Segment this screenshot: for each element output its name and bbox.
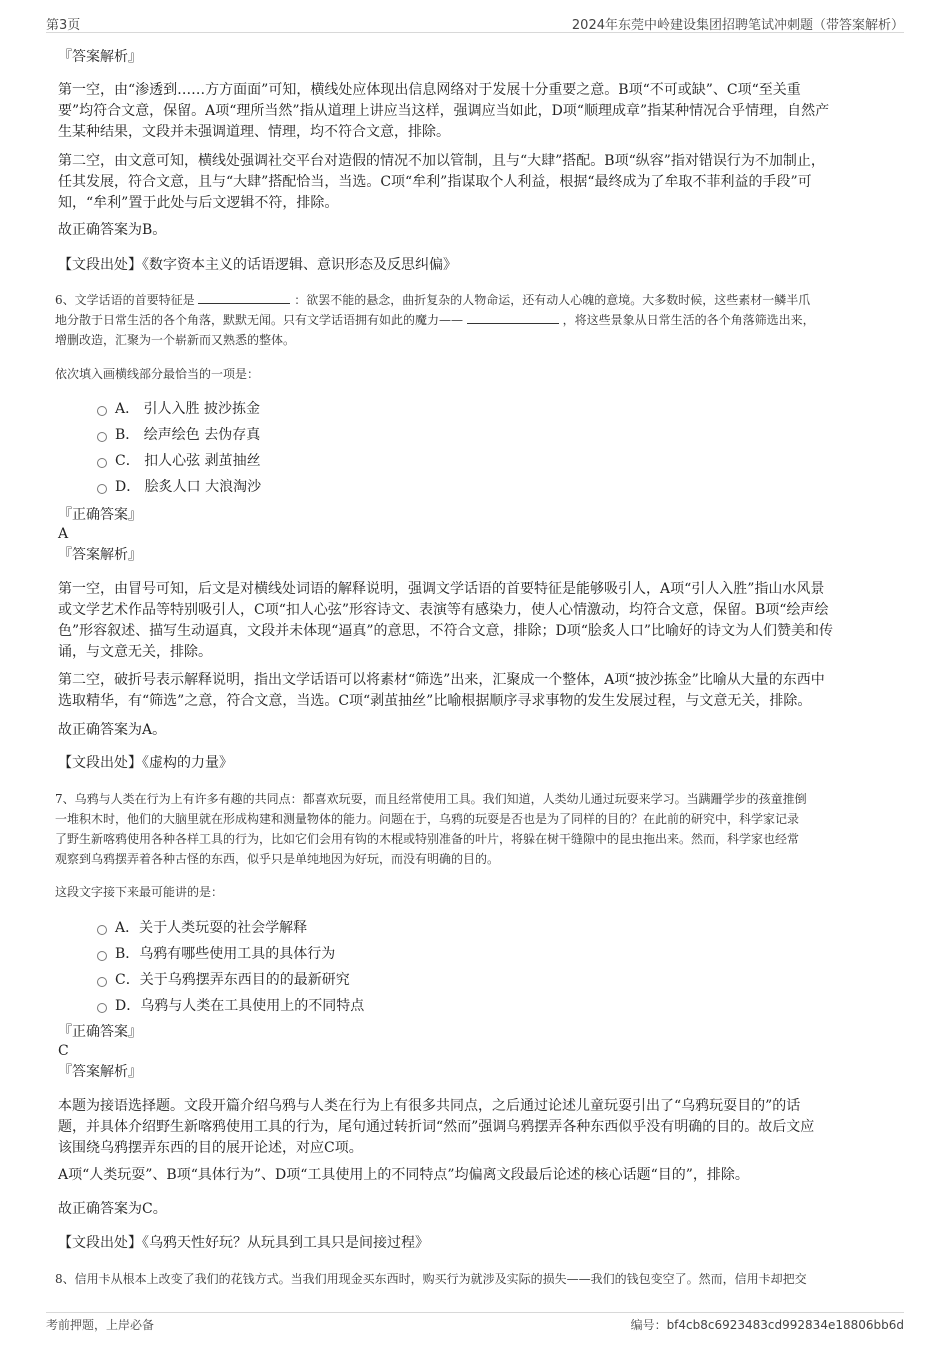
radio-icon[interactable] bbox=[97, 484, 107, 494]
q6-option-d-label: D． 脍炙人口 大浪淘沙 bbox=[115, 479, 262, 495]
q6-analysis-p2-line2: 选取精华，有“筛选”之意，符合文意，当选。C项“剥茧抽丝”比喻根据顺序寻求事物的发生发展过程，与文意无关，排除。 bbox=[58, 693, 812, 709]
page-header bbox=[46, 10, 904, 33]
q5-analysis-label: 『答案解析』 bbox=[58, 49, 142, 65]
q5-source: 【文段出处】《数字资本主义的话语逻辑、意识形态及反思纠偏》 bbox=[58, 257, 457, 273]
q6-option-a[interactable] bbox=[97, 398, 260, 420]
footer-slogan: 考前押题，上岸必备 bbox=[46, 1318, 155, 1332]
page-footer bbox=[46, 1312, 904, 1339]
radio-icon[interactable] bbox=[97, 951, 107, 961]
q7-option-c[interactable] bbox=[97, 969, 350, 991]
q6-stem-line2-a: 地分散于日常生活的各个角落，默默无闻。只有文学话语拥有如此的魔力—— bbox=[55, 313, 464, 327]
page-number: 第3页 bbox=[46, 18, 81, 33]
q6-source: 【文段出处】《虚构的力量》 bbox=[58, 755, 233, 771]
document-id: 编号：bf4cb8c6923483cd992834e18806bb6d bbox=[630, 1318, 904, 1332]
q6-analysis-p1-line4: 诵，与文意无关，排除。 bbox=[58, 644, 212, 660]
q7-stem-line4: 观察到乌鸦摆弄着各种古怪的东西，似乎只是单纯地因为好玩，而没有明确的目的。 bbox=[55, 852, 500, 866]
q7-conclusion: 故正确答案为C。 bbox=[58, 1201, 167, 1217]
q6-analysis-p1-line2: 或文学艺术作品等特别吸引人，C项“扣人心弦”形容诗文、表演等有感染力，使人心情激动，均符合文意，保留。B项“绘声绘 bbox=[58, 602, 829, 618]
q7-option-d-label: D．乌鸦与人类在工具使用上的不同特点 bbox=[115, 998, 365, 1014]
q7-option-b-label: B．乌鸦有哪些使用工具的具体行为 bbox=[115, 946, 336, 962]
q6-stem-line1 bbox=[55, 290, 810, 310]
q6-option-d[interactable] bbox=[97, 476, 261, 498]
q5-conclusion: 故正确答案为B。 bbox=[58, 222, 167, 238]
q7-analysis-p1-line2: 题，并具体介绍野生新喀鸦使用工具的行为，尾句通过转折词“然而”强调乌鸦摆弄各种东西似乎没有明确的目的。故后文应 bbox=[58, 1119, 815, 1135]
q6-conclusion: 故正确答案为A。 bbox=[58, 722, 167, 738]
q6-option-c[interactable] bbox=[97, 450, 261, 472]
q6-analysis-p1-line3: 色”形容叙述、描写生动逼真，文段并未体现“逼真”的意思，不符合文意，排除；D项“脍炙人口”比喻好的诗文为人们赞美和传 bbox=[58, 623, 834, 639]
q6-answer-label: 『正确答案』 bbox=[58, 507, 142, 523]
q7-answer: C bbox=[58, 1043, 69, 1059]
q6-option-c-label: C． 扣人心弦 剥茧抽丝 bbox=[115, 453, 261, 469]
q7-stem-line1: 7、乌鸦与人类在行为上有许多有趣的共同点：都喜欢玩耍，而且经常使用工具。我们知道，人类幼儿通过玩耍来学习。当蹒跚学步的孩童推倒 bbox=[55, 792, 807, 806]
q6-option-b-label: B． 绘声绘色 去伪存真 bbox=[115, 427, 261, 443]
q7-option-a[interactable] bbox=[97, 917, 307, 939]
radio-icon[interactable] bbox=[97, 406, 107, 416]
document-title: 2024年东莞中岭建设集团招聘笔试冲刺题（带答案解析） bbox=[571, 18, 904, 33]
q8-stem-line1: 8、信用卡从根本上改变了我们的花钱方式。当我们用现金买东西时，购买行为就涉及实际的损失——我们的钱包变空了。然而，信用卡却把交 bbox=[55, 1272, 807, 1286]
q5-analysis-p2-line2: 任其发展，符合文意，且与“大肆”搭配恰当，当选。C项“牟利”指谋取个人利益，根据“最终成为了牟取不菲利益的手段”可 bbox=[58, 174, 812, 190]
q7-option-d[interactable] bbox=[97, 995, 364, 1017]
q6-option-a-label: A． 引人入胜 披沙拣金 bbox=[115, 401, 261, 417]
q6-stem-line1-b: ：欲罢不能的悬念，曲折复杂的人物命运，还有动人心魄的意境。大多数时候，这些素材一鳞半爪 bbox=[294, 293, 811, 307]
q6-stem-line1-a: 6、文学话语的首要特征是 bbox=[55, 293, 195, 307]
radio-icon[interactable] bbox=[97, 977, 107, 987]
q5-analysis-p2-line1: 第二空，由文意可知，横线处强调社交平台对造假的情况不加以管制，且与“大肆”搭配。B项“纵容”指对错误行为不加制止， bbox=[58, 153, 825, 169]
q5-analysis-p1-line2: 要”均符合文意，保留。A项“理所当然”指从道理上讲应当这样，强调应当如此，D项“顺理成章”指某种情况合乎情理，自然产 bbox=[58, 103, 830, 119]
q7-analysis-p2: A项“人类玩耍”、B项“具体行为”、D项“工具使用上的不同特点”均偏离文段最后论述的核心话题“目的”，排除。 bbox=[58, 1167, 749, 1183]
q7-stem-line3: 了野生新喀鸦使用各种各样工具的行为，比如它们会用有钩的木棍或特别准备的叶片，将躲在树干缝隙中的昆虫拖出来。然而，科学家也经常 bbox=[55, 832, 800, 846]
q6-stem-line2 bbox=[55, 310, 815, 330]
q5-analysis-p1-line1: 第一空，由“渗透到……方方面面”可知，横线处应体现出信息网络对于发展十分重要之意。B项“不可或缺”、C项“至关重 bbox=[58, 82, 801, 98]
radio-icon[interactable] bbox=[97, 925, 107, 935]
q7-stem-line2: 一堆积木时，他们的大脑里就在形成构建和测量物体的能力。问题在于，乌鸦的玩耍是否也是为了同样的目的？在此前的研究中，科学家记录 bbox=[55, 812, 800, 826]
q7-option-c-label: C．关于乌鸦摆弄东西目的的最新研究 bbox=[115, 972, 350, 988]
q7-answer-label: 『正确答案』 bbox=[58, 1024, 142, 1040]
radio-icon[interactable] bbox=[97, 458, 107, 468]
q6-blank-1 bbox=[198, 291, 290, 304]
q6-analysis-p2-line1: 第二空，破折号表示解释说明，指出文学话语可以将素材“筛选”出来，汇聚成一个整体，A项“披沙拣金”比喻从大量的东西中 bbox=[58, 672, 825, 688]
q7-option-a-label: A．关于人类玩耍的社会学解释 bbox=[115, 920, 308, 936]
q6-option-b[interactable] bbox=[97, 424, 260, 446]
q7-prompt: 这段文字接下来最可能讲的是： bbox=[55, 885, 224, 899]
q6-analysis-p1-line1: 第一空，由冒号可知，后文是对横线处词语的解释说明，强调文学话语的首要特征是能够吸引人，A项“引人入胜”指山水风景 bbox=[58, 581, 825, 597]
q5-analysis-p2-line3: 知，“牟利”置于此处与后文逻辑不符，排除。 bbox=[58, 195, 339, 211]
q7-source: 【文段出处】《乌鸦天性好玩？从玩具到工具只是间接过程》 bbox=[58, 1235, 429, 1251]
q5-analysis-p1-line3: 生某种结果，文段并未强调道理、情理，均不符合文意，排除。 bbox=[58, 124, 450, 140]
radio-icon[interactable] bbox=[97, 1003, 107, 1013]
q6-stem-line2-b: ，将这些景象从日常生活的各个角落筛选出来， bbox=[562, 313, 815, 327]
q6-answer: A bbox=[58, 526, 69, 542]
q6-prompt: 依次填入画横线部分最恰当的一项是： bbox=[55, 367, 260, 381]
q7-option-b[interactable] bbox=[97, 943, 335, 965]
radio-icon[interactable] bbox=[97, 432, 107, 442]
q6-blank-2 bbox=[467, 311, 559, 324]
q7-analysis-p1-line1: 本题为接语选择题。文段开篇介绍乌鸦与人类在行为上有很多共同点，之后通过论述儿童玩耍引出了“乌鸦玩耍目的”的话 bbox=[58, 1098, 801, 1114]
q7-analysis-label: 『答案解析』 bbox=[58, 1064, 142, 1080]
q7-analysis-p1-line3: 该围绕乌鸦摆弄东西的目的展开论述，对应C项。 bbox=[58, 1140, 363, 1156]
q6-analysis-label: 『答案解析』 bbox=[58, 547, 142, 563]
q6-stem-line3: 增删改造，汇聚为一个崭新而又熟悉的整体。 bbox=[55, 333, 296, 347]
